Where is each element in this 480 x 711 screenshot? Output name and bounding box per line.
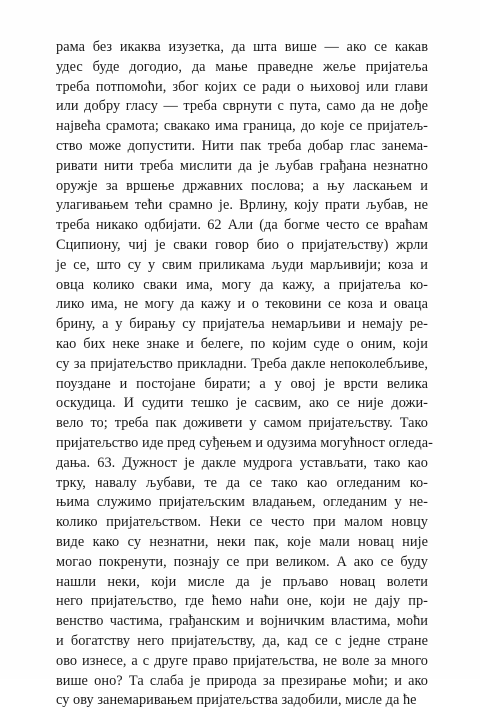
text-line: ово изнесе, а с друге право пријатељства, не воле за много (56, 652, 428, 669)
text-line: ство може допустити. Нити пак треба добар глас занема- (56, 137, 428, 154)
text-line: улагивањем тећи срамно је. Врлину, коју прати љубав, не (56, 197, 428, 214)
text-line: колико пријатељством. Неки се често при малом новцу (56, 514, 428, 531)
text-line: њима служимо пријатељским владањем, огледаним у не- (56, 494, 428, 511)
text-line: вело то; треба пак доживети у самом пријатељству. Тако (56, 415, 428, 432)
text-line: оружје за вршење државних послова; а њу ласкањем и (56, 177, 428, 194)
text-line: ривати нити треба мислити да је љубав грађана незнатно (56, 157, 428, 174)
text-line: су за пријатељство прикладни. Треба дакле непоколебљиве, (56, 355, 428, 372)
text-line: је се, што су у свим приликама људи марљивији; коза и (56, 256, 428, 273)
text-line: лико има, не могу да кажу и о тековини се коза и оваца (56, 296, 428, 313)
text-line: треба никако одбијати. 62 Али (да богме често се враћам (56, 217, 428, 234)
text-line: треба потпомоћи, због којих се ради о њиховој или глави (56, 78, 428, 95)
text-line: могао покренути, познају се при великом. А ако се буду (56, 553, 428, 570)
text-line: оскудица. И судити тешко је сасвим, ако се није дожи- (56, 395, 428, 412)
text-line: највећа срамота; свакако има граница, до које се пријатељ- (56, 118, 428, 135)
text-line: него пријатељство, где ћемо наћи оне, који не дају пр- (56, 593, 428, 610)
text-line: овца колико сваки има, могу да кажу, а пријатеља ко- (56, 276, 428, 293)
text-line: пријатељство иде пред суђењем и одузима могућност огледа- (56, 434, 433, 451)
text-line: поуздане и постојане бирати; а у овој је врсти велика (56, 375, 428, 392)
body-text (56, 38, 433, 711)
text-line: рама без икаква изузетка, да шта више — ако се какав (56, 39, 428, 55)
text-line: дања. 63. Дужност је дакле мудрога устављати, тако као (56, 454, 428, 471)
text-line: брину, а у бирању су пријатеља немарљиви и немају ре- (56, 316, 428, 333)
text-line: и богатству него пријатељству, да, кад се с једне стране (56, 632, 428, 649)
text-line: више оно? Та слаба је природа за презирање моћи; и ако (56, 672, 428, 689)
text-line: удес буде догодио, да мање праведне жеље пријатеља (56, 58, 428, 75)
text-line: венство частима, грађанским и војничким властима, моћи (56, 613, 428, 630)
text-line: нашли неки, који мисле да је прљаво новац волети (56, 573, 428, 590)
text-line: трку, навалу љубави, те да се тако као огледаним ко- (56, 474, 428, 491)
text-line: или добру гласу — треба сврнути с пута, само да не дође (56, 98, 428, 115)
text-line: као бих неке знаке и белеге, по којим суде о оним, који (56, 335, 428, 352)
text-line: виде како су незнатни, неки пак, које мали новац није (56, 533, 428, 550)
text-line: су ову занемаривањем пријатељства задобили, мисле да ће (56, 692, 417, 709)
text-line: Сципиону, чиј је сваки говор био о пријатељству) жрли (56, 236, 428, 253)
